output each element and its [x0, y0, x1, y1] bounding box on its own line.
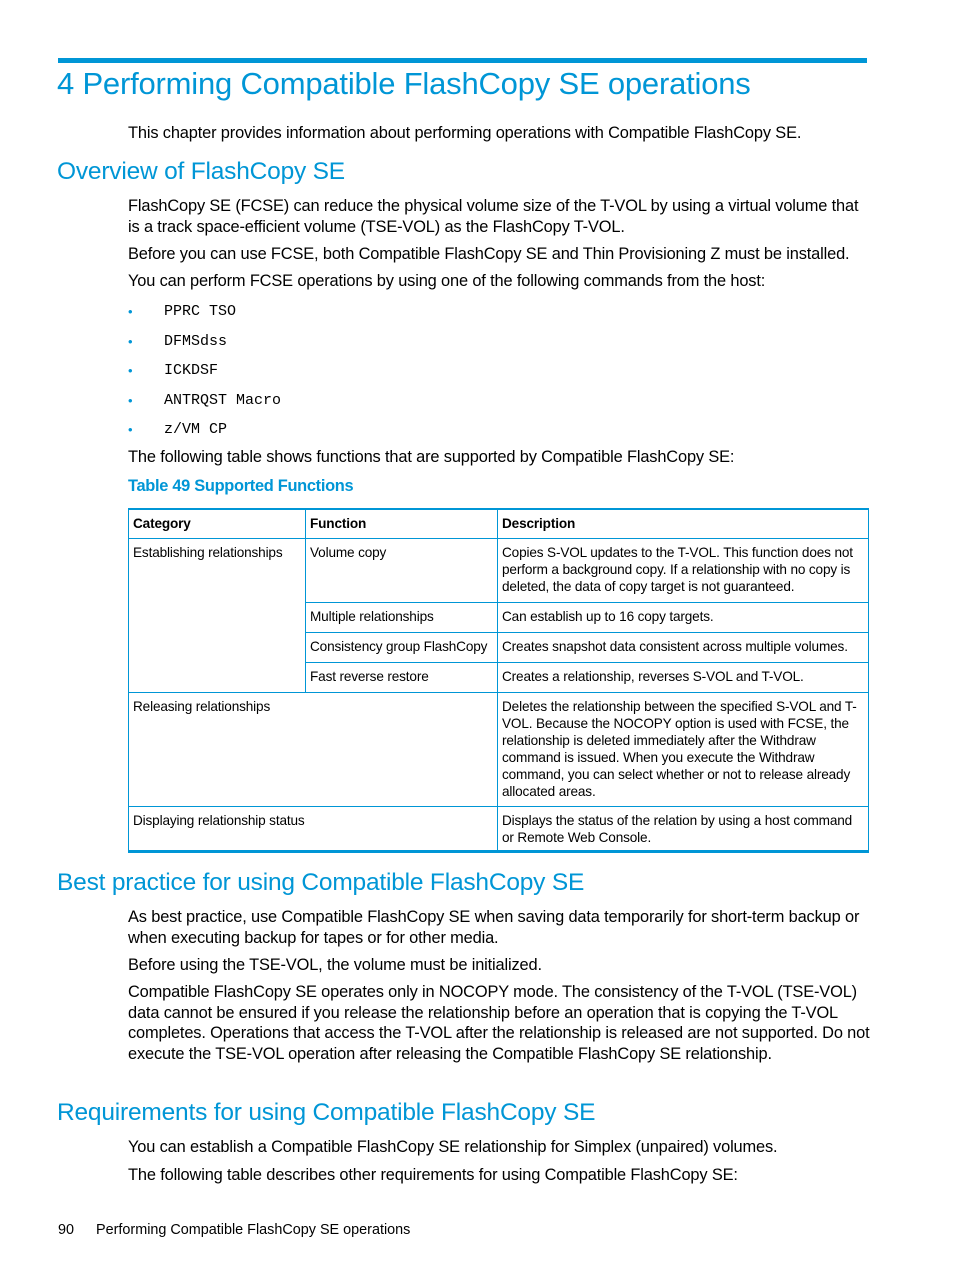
- category-cell: Establishing relationships: [129, 539, 306, 693]
- table-header-row: [129, 509, 869, 539]
- category-cell: Releasing relationships: [129, 693, 498, 807]
- table-row: [129, 539, 869, 603]
- best-practice-heading: Best practice for using Compatible FlashCopy SE: [57, 869, 585, 896]
- footer-title: Performing Compatible FlashCopy SE operations: [96, 1222, 411, 1238]
- command-item: DFMSdss: [164, 333, 228, 350]
- function-cell: Multiple relationships: [306, 603, 498, 633]
- chapter-title: 4 Performing Compatible FlashCopy SE operations: [57, 66, 751, 101]
- chapter-rule: [58, 58, 867, 63]
- table-row: [129, 807, 869, 852]
- best-practice-paragraph-2: Before using the TSE-VOL, the volume must be initialized.: [128, 956, 542, 974]
- overview-paragraph-4: The following table shows functions that are supported by Compatible FlashCopy SE:: [128, 448, 735, 466]
- page-footer: [58, 1222, 410, 1238]
- bullet-icon: •: [128, 304, 133, 319]
- chapter-intro: This chapter provides information about performing operations with Compatible FlashCopy SE.: [128, 124, 802, 142]
- column-header-description: Description: [498, 509, 869, 539]
- requirements-paragraph-2: The following table describes other requirements for using Compatible FlashCopy SE:: [128, 1166, 738, 1184]
- command-item: PPRC TSO: [164, 303, 237, 320]
- overview-paragraph-2: Before you can use FCSE, both Compatible FlashCopy SE and Thin Provisioning Z must be installed.: [128, 245, 850, 263]
- description-cell: Copies S-VOL updates to the T-VOL. This function does not perform a background copy. If a relationship with no copy is deleted, the data of copy target is not guaranteed.: [498, 539, 869, 603]
- column-header-category: Category: [129, 509, 306, 539]
- overview-paragraph-1: FlashCopy SE (FCSE) can reduce the physical volume size of the T-VOL by using a virtual volume that is a track space-efficient volume (TSE-VOL) as the FlashCopy T-VOL.: [128, 197, 859, 236]
- command-item: ICKDSF: [164, 362, 219, 379]
- requirements-heading: Requirements for using Compatible FlashCopy SE: [57, 1099, 596, 1126]
- bullet-icon: •: [128, 334, 133, 349]
- table-row: [129, 693, 869, 807]
- column-header-function: Function: [306, 509, 498, 539]
- page-number: 90: [58, 1222, 75, 1238]
- supported-functions-table: [128, 508, 869, 853]
- command-item: z/VM CP: [164, 421, 228, 438]
- function-cell: Consistency group FlashCopy: [306, 633, 498, 663]
- description-cell: Creates snapshot data consistent across multiple volumes.: [498, 633, 869, 663]
- bullet-icon: •: [128, 393, 133, 408]
- requirements-paragraph-1: You can establish a Compatible FlashCopy SE relationship for Simplex (unpaired) volumes.: [128, 1138, 778, 1156]
- table-caption: Table 49 Supported Functions: [128, 477, 354, 495]
- description-cell: Creates a relationship, reverses S-VOL and T-VOL.: [498, 663, 869, 693]
- overview-paragraph-3: You can perform FCSE operations by using one of the following commands from the host:: [128, 272, 766, 290]
- description-cell: Displays the status of the relation by using a host command or Remote Web Console.: [498, 807, 869, 852]
- description-cell: Deletes the relationship between the specified S-VOL and T-VOL. Because the NOCOPY option is used with FCSE, the relationship is deleted immediately after the Withdraw command is issued. When you execute the Withdraw command, you can select whether or not to release already allocated areas.: [498, 693, 869, 807]
- best-practice-paragraph-1: As best practice, use Compatible FlashCopy SE when saving data temporarily for short-term backup or when executing backup for tapes or for other media.: [128, 908, 860, 947]
- category-cell: Displaying relationship status: [129, 807, 498, 852]
- best-practice-paragraph-3: Compatible FlashCopy SE operates only in NOCOPY mode. The consistency of the T-VOL (TSE-VOL) data cannot be ensured if you release the relationship before an operation that is copying the T-VOL completes. Operations that access the T-VOL after the relationship is released are not supported. Do not execute the TSE-VOL operation after releasing the Compatible FlashCopy SE relationship.: [128, 983, 870, 1063]
- command-item: ANTRQST Macro: [164, 392, 282, 409]
- function-cell: Fast reverse restore: [306, 663, 498, 693]
- bullet-icon: •: [128, 363, 133, 378]
- function-cell: Volume copy: [306, 539, 498, 603]
- overview-heading: Overview of FlashCopy SE: [57, 158, 345, 185]
- bullet-icon: •: [128, 422, 133, 437]
- description-cell: Can establish up to 16 copy targets.: [498, 603, 869, 633]
